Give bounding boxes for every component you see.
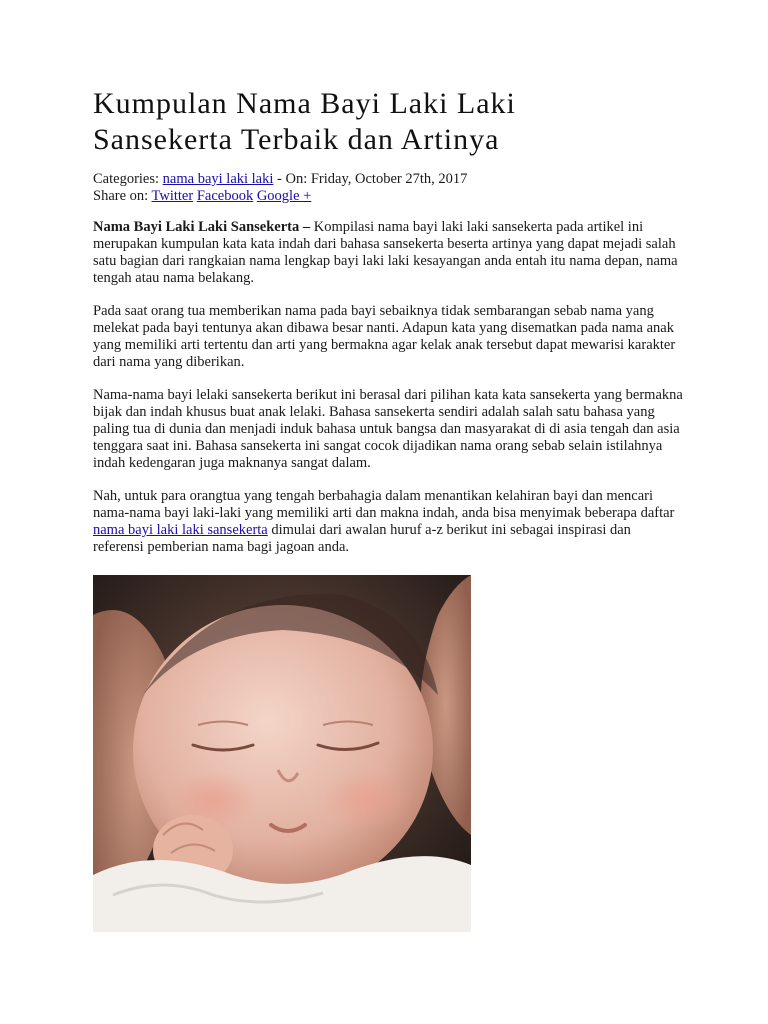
paragraph-4 bbox=[93, 488, 683, 556]
baby-photo-illustration bbox=[93, 575, 471, 932]
share-google-link[interactable]: Google + bbox=[256, 188, 312, 204]
article-meta bbox=[93, 171, 467, 205]
share-twitter-link[interactable]: Twitter bbox=[151, 188, 194, 204]
paragraph-1 bbox=[93, 219, 683, 287]
paragraph-3: Nama-nama bayi lelaki sansekerta berikut ini berasal dari pilihan kata kata sansekerta yang bermakna bijak dan indah khusus buat anak lelaki. Bahasa sansekerta sendiri adalah salah satu bahasa yang paling tua di dunia dan menjadi induk bahasa untuk bangsa dan masyarakat di di asia tengah dan asia tenggara saat ini. Bahasa sansekerta ini sangat cocok dijadikan nama orang sebab selain istilahnya indah kedengaran juga maknanya sangat dalam. bbox=[93, 387, 683, 471]
categories-label: Categories: bbox=[93, 171, 163, 187]
article-title-line1: Kumpulan Nama Bayi Laki Laki bbox=[93, 87, 516, 120]
sansekerta-names-link[interactable]: nama bayi laki laki sansekerta bbox=[93, 522, 268, 538]
intro-bold: Nama Bayi Laki Laki Sansekerta – bbox=[93, 219, 311, 235]
share-label: Share on: bbox=[93, 188, 152, 204]
article-title bbox=[93, 86, 693, 158]
category-link[interactable]: nama bayi laki laki bbox=[162, 171, 274, 187]
paragraph-2: Pada saat orang tua memberikan nama pada bayi sebaiknya tidak sembarangan sebab nama yang melekat pada bayi tentunya akan dibawa besar nanti. Adapun kata yang disematkan pada nama anak yang memiliki arti tertentu dan arti yang bermakna agar kelak anak tersebut dapat mewarisi karakter dari nama yang diberikan. bbox=[93, 303, 676, 370]
p4-text-before: Nah, untuk para orangtua yang tengah berbahagia dalam menantikan kelahiran bayi dan mencari nama-nama bayi laki-laki yang memiliki arti dan makna indah, anda bisa menyimak beberapa daftar bbox=[93, 488, 675, 521]
article-title-line2: Sansekerta Terbaik dan Artinya bbox=[93, 123, 500, 156]
article-body bbox=[93, 219, 683, 572]
share-facebook-link[interactable]: Facebook bbox=[196, 188, 254, 204]
post-date: - On: Friday, October 27th, 2017 bbox=[273, 171, 468, 187]
sleeping-baby-image bbox=[93, 575, 471, 932]
p4-text-after: dimulai dari awalan huruf a-z berikut ini sebagai inspirasi dan referensi pemberian nama bagi jagoan anda. bbox=[93, 522, 631, 555]
intro-text: Kompilasi nama bayi laki laki sansekerta pada artikel ini merupakan kumpulan kata kata indah dari bahasa sansekerta beserta artinya yang dapat mejadi salah satu bagian dari rangkaian nama lengkap bayi laki laki kesayangan anda entah itu nama depan, nama tengah atau nama belakang. bbox=[93, 219, 678, 286]
